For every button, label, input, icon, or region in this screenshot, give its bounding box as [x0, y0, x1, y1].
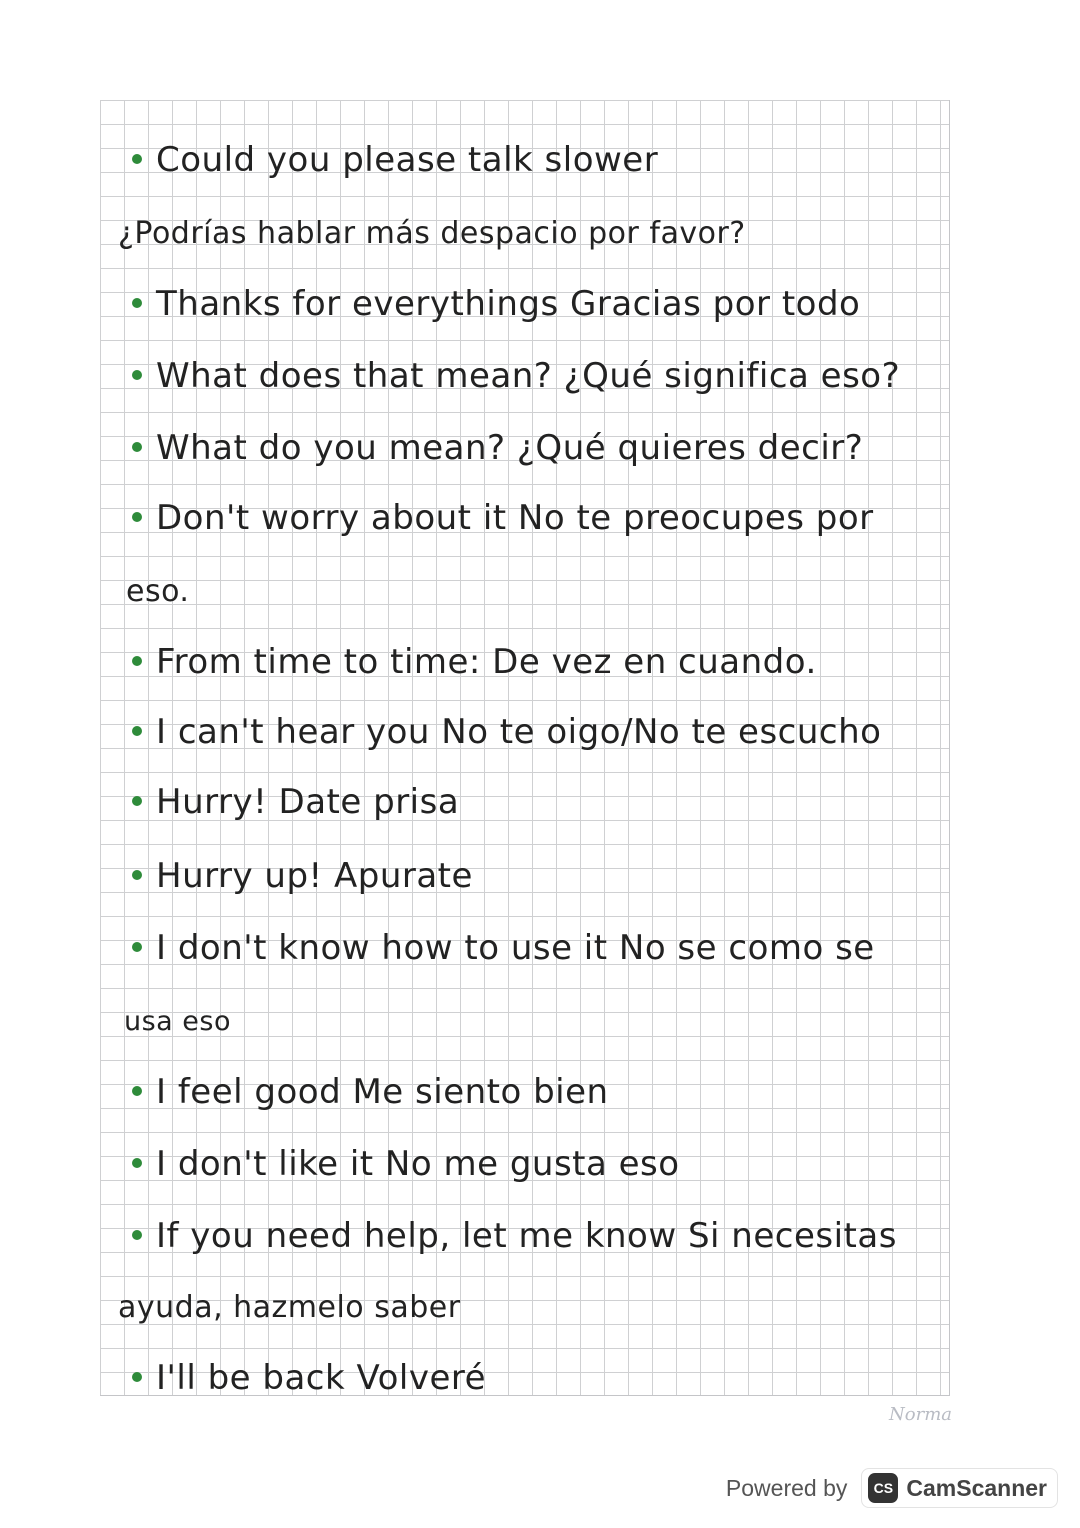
camscanner-brand-name: CamScanner	[906, 1474, 1047, 1501]
phrase-line-5	[132, 428, 863, 468]
phrase-line-3	[132, 284, 860, 324]
phrase-line-17	[118, 1288, 461, 1328]
phrase-text: I feel good Me siento bien	[156, 1072, 609, 1112]
phrase-text: I'll be back Volveré	[156, 1358, 487, 1398]
phrase-text: I can't hear you No te oigo/No te escucho	[156, 712, 882, 752]
camscanner-footer	[726, 1466, 1058, 1510]
phrase-line-12	[132, 928, 875, 968]
bullet-dot-icon	[132, 726, 142, 736]
bullet-dot-icon	[132, 298, 142, 308]
phrase-line-18	[132, 1358, 486, 1398]
phrase-text: I don't like it No me gusta eso	[156, 1144, 680, 1184]
phrase-line-16	[132, 1216, 897, 1256]
phrase-text: What do you mean? ¿Qué quieres decir?	[156, 428, 864, 468]
bullet-dot-icon	[132, 1086, 142, 1096]
phrase-line-14	[132, 1072, 609, 1112]
camscanner-badge	[861, 1468, 1058, 1508]
phrase-text: ¿Podrías hablar más despacio por favor?	[118, 216, 746, 251]
phrase-text: From time to time: De vez en cuando.	[156, 642, 817, 682]
camscanner-logo-icon: CS	[868, 1473, 898, 1503]
phrase-text: If you need help, let me know Si necesitas	[156, 1216, 897, 1256]
phrase-line-6	[132, 498, 874, 538]
phrase-text: Thanks for everythings Gracias por todo	[156, 284, 861, 324]
bullet-dot-icon	[132, 370, 142, 380]
phrase-text: What does that mean? ¿Qué significa eso?	[156, 356, 901, 396]
phrase-line-15	[132, 1144, 680, 1184]
bullet-dot-icon	[132, 942, 142, 952]
phrase-text: Don't worry about it No te preocupes por	[156, 498, 874, 538]
bullet-dot-icon	[132, 656, 142, 666]
phrase-text: Could you please talk slower	[156, 140, 659, 180]
phrase-line-13	[124, 1002, 231, 1042]
phrase-text: I don't know how to use it No se como se	[156, 928, 875, 968]
phrase-text: eso.	[126, 574, 190, 609]
phrase-line-1	[132, 140, 658, 180]
powered-by-label: Powered by	[725, 1474, 848, 1501]
phrase-line-2	[118, 214, 746, 254]
phrase-line-4	[132, 356, 900, 396]
bullet-dot-icon	[132, 512, 142, 522]
notebook-brand-watermark: Norma	[889, 1404, 952, 1425]
bullet-dot-icon	[132, 1230, 142, 1240]
phrase-line-7	[126, 572, 189, 612]
phrase-line-8	[132, 642, 817, 682]
bullet-dot-icon	[132, 442, 142, 452]
bullet-dot-icon	[132, 870, 142, 880]
phrase-text: Hurry up! Apurate	[156, 856, 473, 896]
bullet-dot-icon	[132, 154, 142, 164]
bullet-dot-icon	[132, 796, 142, 806]
phrase-line-11	[132, 856, 473, 896]
phrase-text: usa eso	[124, 1006, 232, 1037]
phrase-text: ayuda, hazmelo saber	[118, 1290, 461, 1325]
phrase-line-10	[132, 782, 459, 822]
phrase-line-9	[132, 712, 881, 752]
bullet-dot-icon	[132, 1158, 142, 1168]
bullet-dot-icon	[132, 1372, 142, 1382]
phrase-text: Hurry! Date prisa	[156, 782, 460, 822]
